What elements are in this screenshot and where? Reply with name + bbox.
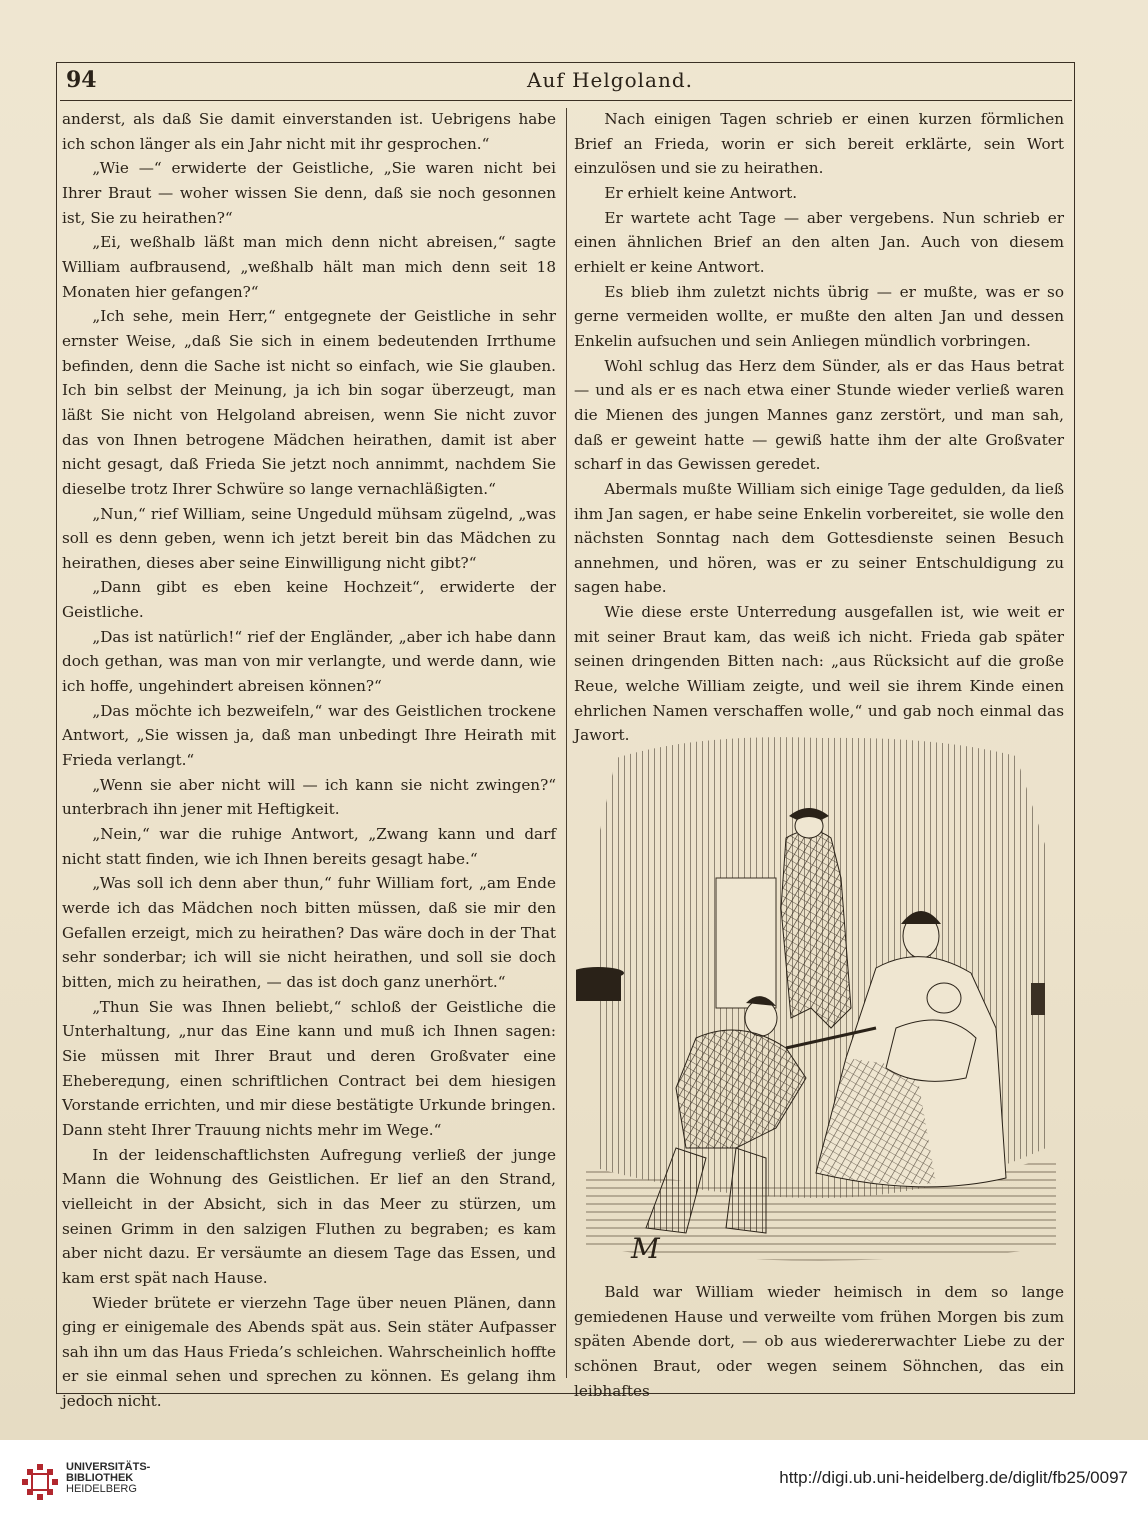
page-number: 94 <box>66 67 97 93</box>
paragraph: Nach einigen Tagen schrieb er einen kurzen förmlichen Brief an Frieda, worin er sich bereit erklärte, sein Wort einzulösen und sie zu heirathen. <box>574 110 1064 178</box>
paragraph: Wohl schlug das Herz dem Sünder, als er das Haus betrat — und als er es nach etwa einer Stunde wieder verließ waren die Mienen des jungen Mannes ganz zerstört, und man sah, daß er geweint hatte — gewiß hatte ihm der alte Großvater scharf in das Gewissen geredet. <box>574 356 1064 474</box>
paragraph: „Was soll ich denn aber thun,“ fuhr William fort, „am Ende werde ich das Mädchen noch bitten müssen, daß sie mir den Gefallen erzeigt, mich zu heirathen? Das wäre doch in der That sehr sonderbar; ich will sie nicht heirathen, und soll sie doch bitten, mich zu heirathen, — das ist doch ganz unerhört.“ <box>62 874 556 991</box>
right-column-top <box>574 107 1064 748</box>
paragraph: „Thun Sie was Ihnen beliebt,“ schloß der Geistliche die Unterhaltung, „nur das Eine kann und muß ich Ihnen sagen: Sie müssen mit Ihrer Braut und deren Großvater eine Ehebereдung, einen schriftlichen Contract bei dem hiesigen Vorstande errichten, und mir diese bestätigte Urkunde bringen. Dann steht Ihrer Trauung nichts mehr im Wege.“ <box>62 997 556 1139</box>
paragraph: Wie diese erste Unterredung ausgefallen ist, wie weit er mit seiner Braut kam, das weiß ich nicht. Frieda gab später seinen dringenden Bitten nach: „aus Rücksicht auf die große Reue, welche William zeigte, und weil sie ihrem Kinde einen ehrlichen Namen verschaffen wolle,“ und gab noch einmal das Jawort. <box>574 603 1064 745</box>
paragraph: In der leidenschaftlichsten Aufregung verließ der junge Mann die Wohnung des Geistlichen. Er lief an den Strand, vielleicht in der Absicht, sich in das Meer zu stürzen, um seinen Grimm in den salzigen Fluthen zu begraben; es kam aber nicht dazu. Er versäumte an diesem Tage das Essen, und kam erst spät nach Hause. <box>62 1145 556 1287</box>
right-column-bottom <box>574 1280 1064 1403</box>
source-url[interactable]: http://digi.ub.uni-heidelberg.de/diglit/fb25/0097 <box>779 1468 1128 1487</box>
paragraph: anderst, als daß Sie damit einverstanden ist. Uebrigens habe ich schon länger als ein Jahr nicht mit ihr gesprochen.“ <box>62 110 556 153</box>
paragraph: Wieder brütete er vierzehn Tage über neuen Plänen, dann ging er einigemale des Abends spät aus. Sein stäter Aufpasser sah ihn um das Haus Frieda’s schleichen. Wahrscheinlich hoffte er sie einmal sehen und sprechen zu können. Es gelang ihm jedoch nicht. <box>62 1293 556 1411</box>
paragraph: Es blieb ihm zuletzt nichts übrig — er mußte, was er so gerne vermeiden wollte, er mußte den alten Jan und dessen Enkelin aufsuchen und sein Anliegen mündlich vorbringen. <box>574 282 1064 350</box>
paragraph: „Das ist natürlich!“ rief der Engländer, „aber ich habe dann doch gethan, was man von mir verlangte, und werde dann, wie ich hoffe, ungehindert abreisen können?“ <box>62 627 556 696</box>
library-line-3: HEIDELBERG <box>66 1483 137 1495</box>
paragraph: Er erhielt keine Antwort. <box>604 183 798 202</box>
paragraph: „Nein,“ war die ruhige Antwort, „Zwang kann und darf nicht statt finden, wie ich Ihnen bereits gesagt habe.“ <box>62 825 556 868</box>
paragraph: „Das möchte ich bezweifeln,“ war des Geistlichen trockene Antwort, „Sie wissen ja, daß man unbedingt Ihre Heirath mit Frieda verlangt.“ <box>62 701 556 770</box>
left-column <box>62 107 556 1414</box>
column-divider <box>566 108 567 1378</box>
paragraph: Abermals mußte William sich einige Tage gedulden, da ließ ihm Jan sagen, er habe seine Enkelin vorbereitet, sie wolle den nächsten Sonntag nach dem Gottesdienste seinen Besuch annehmen, und hören, was er zu seiner Entschuldigung zu sagen habe. <box>574 479 1064 597</box>
artist-monogram: M <box>631 1232 660 1265</box>
library-line-2: BIBLIOTHEK <box>66 1472 134 1484</box>
running-title: Auf Helgoland. <box>527 68 693 92</box>
paragraph: Er wartete acht Tage — aber vergebens. Nun schrieb er einen ähnlichen Brief an den alten Jan. Auch von diesem erhielt er keine Antwort. <box>574 208 1064 276</box>
library-name <box>66 1462 150 1495</box>
paragraph: „Wie —“ erwiderte der Geistliche, „Sie waren nicht bei Ihrer Braut — woher wissen Sie denn, daß sie noch gesonnen ist, Sie zu heirathen?“ <box>62 159 556 227</box>
engraving-illustration <box>576 728 1066 1278</box>
library-line-1: UNIVERSITÄTS- <box>66 1461 151 1473</box>
paragraph: „Nun,“ rief William, seine Ungeduld mühsam zügelnd, „was soll es denn geben, wenn ich jetzt bereit bin das Mädchen zu heirathen, dieses aber seine Einwilligung nicht gibt?“ <box>62 504 556 572</box>
library-footer <box>0 1440 1148 1520</box>
paragraph: „Ei, weßhalb läßt man mich denn nicht abreisen,“ sagte William aufbrausend, „weßhalb hält man mich denn seit 18 Monaten hier gefangen?“ <box>62 233 556 301</box>
paragraph: „Ich sehe, mein Herr,“ entgegnete der Geistliche in sehr ernster Weise, „daß Sie sich in einem bedeutenden Irrthume befinden, denn die Sache ist nicht so einfach, wie Sie glauben. Ich bin selbst der Meinung, ja ich bin sogar überzeugt, man läßt Sie nicht von Helgoland abreisen, wenn Sie nicht zuvor das von Ihnen betrogene Mädchen heirathen, damit ist aber nicht gesagt, daß Frieda Sie jetzt noch annimmt, nachdem Sie dieselbe trotz Ihrer Schwüre so lange vernachläßigten.“ <box>62 307 556 498</box>
paragraph: „Wenn sie aber nicht will — ich kann sie nicht zwingen?“ unterbrach ihn jener mit Heftigkeit. <box>62 775 556 819</box>
header-rule <box>60 100 1072 101</box>
paragraph: „Dann gibt es eben keine Hochzeit“, erwiderte der Geistliche. <box>62 578 556 622</box>
university-seal-icon <box>18 1460 62 1504</box>
paragraph: Bald war William wieder heimisch in dem so lange gemiedenen Hause und verweilte vom frühen Morgen bis zum späten Abende dort, — ob aus wiedererwachter Liebe zu der schönen Braut, oder wegen seinem Söhnchen, das ein leibhaftes <box>574 1283 1064 1400</box>
